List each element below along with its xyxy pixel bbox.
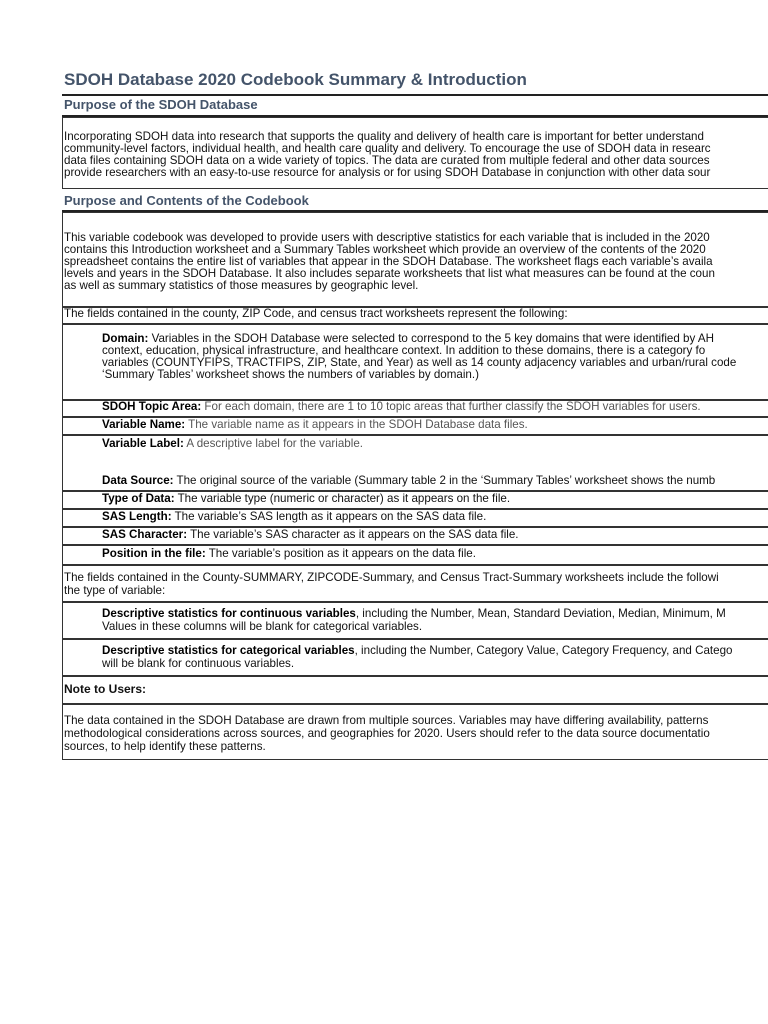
page-title: SDOH Database 2020 Codebook Summary & Introduction	[64, 70, 527, 89]
codebook-text-line: as well as summary statistics of those measures by geographic level.	[64, 279, 419, 292]
saslen-label: SAS Length:	[102, 510, 172, 523]
type-line	[102, 493, 510, 505]
purpose-text-line: community-level factors, individual health, and health care quality and delivery. To encourage the use of SDOH data in researc	[64, 142, 711, 155]
saslen-text: The variable’s SAS length as it appears on the SAS data file.	[171, 510, 487, 523]
continuous-line: Values in these columns will be blank for categorical variables.	[102, 620, 423, 633]
position-text: The variable’s position as it appears on the data file.	[205, 547, 476, 560]
purpose-text-line: Incorporating SDOH data into research that supports the quality and delivery of health care is important for better understand	[64, 130, 704, 143]
categorical-line: will be blank for continuous variables.	[102, 657, 295, 670]
saschar-text: The variable’s SAS character as it appears on the SAS data file.	[187, 528, 519, 541]
varlabel-label: Variable Label:	[102, 437, 184, 450]
type-label: Type of Data:	[102, 492, 175, 505]
continuous-label: Descriptive statistics for continuous variables	[102, 607, 356, 620]
note-text-line: methodological considerations across sources, and geographies for 2020. Users should refer to the data source documentatio	[64, 727, 710, 740]
continuous-text: , including the Number, Mean, Standard Deviation, Median, Minimum, M	[355, 607, 726, 620]
domain-line: context, education, physical infrastructure, and healthcare context. In addition to these domains, there is a category fo	[102, 344, 706, 357]
note-title-row	[62, 676, 768, 704]
domain-line: ‘Summary Tables’ worksheet shows the numbers of variables by domain.)	[102, 368, 479, 381]
position-line	[102, 548, 476, 560]
position-label: Position in the file:	[102, 547, 206, 560]
purpose-text-line: provide researchers with an easy-to-use resource for analysis or for using SDOH Database in conjunction with other data sour	[64, 166, 711, 179]
topic-text: For each domain, there are 1 to 10 topic areas that further classify the SDOH variables for users.	[201, 400, 701, 413]
codebook-page	[62, 0, 768, 1024]
categorical-label: Descriptive statistics for categorical variables	[102, 644, 355, 657]
domain-text: Variables in the SDOH Database were selected to correspond to the 5 key domains that were identified by AH	[148, 332, 714, 345]
varlabel-line	[102, 438, 363, 450]
codebook-text-line: This variable codebook was developed to provide users with descriptive statistics for each variable that is included in the 2020	[64, 231, 710, 244]
codebook-text-line: contains this Introduction worksheet and a Summary Tables worksheet which provide an overview of the contents of the 2020	[64, 243, 706, 256]
codebook-text-line: spreadsheet contains the entire list of variables that appear in the SDOH Database. The worksheet flags each variable’s availa	[64, 255, 713, 268]
note-title: Note to Users:	[64, 682, 147, 696]
fields-intro-text: The fields contained in the county, ZIP Code, and census tract worksheets represent the following:	[64, 307, 568, 320]
section-heading-codebook: Purpose and Contents of the Codebook	[64, 193, 309, 208]
varname-line	[102, 419, 528, 431]
saslen-line	[102, 511, 486, 523]
codebook-text-line: levels and years in the SDOH Database. It also includes separate worksheets that list what measures can be found at the coun	[64, 267, 715, 280]
categorical-text: , including the Number, Category Value, Category Frequency, and Catego	[354, 644, 733, 657]
domain-label: Domain:	[102, 332, 149, 345]
purpose-text-line: data files containing SDOH data on a wide variety of topics. The data are curated from multiple federal and other data sources	[64, 154, 710, 167]
topic-label: SDOH Topic Area:	[102, 400, 202, 413]
note-text-line: The data contained in the SDOH Database are drawn from multiple sources. Variables may have differing availability, patterns	[64, 714, 709, 727]
note-text-line: sources, to help identify these patterns.	[64, 740, 266, 753]
summary-intro-line: the type of variable:	[64, 584, 166, 597]
varname-text: The variable name as it appears in the SDOH Database data files.	[185, 418, 528, 431]
topic-line	[102, 401, 701, 413]
domain-line: variables (COUNTYFIPS, TRACTFIPS, ZIP, State, and Year) as well as 14 county adjacency variables and urban/rural code	[102, 356, 737, 369]
varlabel-text: A descriptive label for the variable.	[183, 437, 364, 450]
varname-label: Variable Name:	[102, 418, 186, 431]
source-text: The original source of the variable (Summary table 2 in the ‘Summary Tables’ worksheet shows the numb	[173, 474, 716, 487]
continuous-line	[102, 608, 726, 620]
source-line	[102, 475, 715, 487]
saschar-label: SAS Character:	[102, 528, 188, 541]
type-text: The variable type (numeric or character) as it appears on the file.	[174, 492, 511, 505]
summary-intro-line: The fields contained in the County-SUMMARY, ZIPCODE-Summary, and Census Tract-Summary worksheets include the followi	[64, 571, 719, 584]
section-heading-purpose: Purpose of the SDOH Database	[64, 97, 258, 112]
categorical-line	[102, 645, 732, 657]
source-label: Data Source:	[102, 474, 174, 487]
saschar-line	[102, 529, 519, 541]
title-rule	[62, 94, 768, 96]
